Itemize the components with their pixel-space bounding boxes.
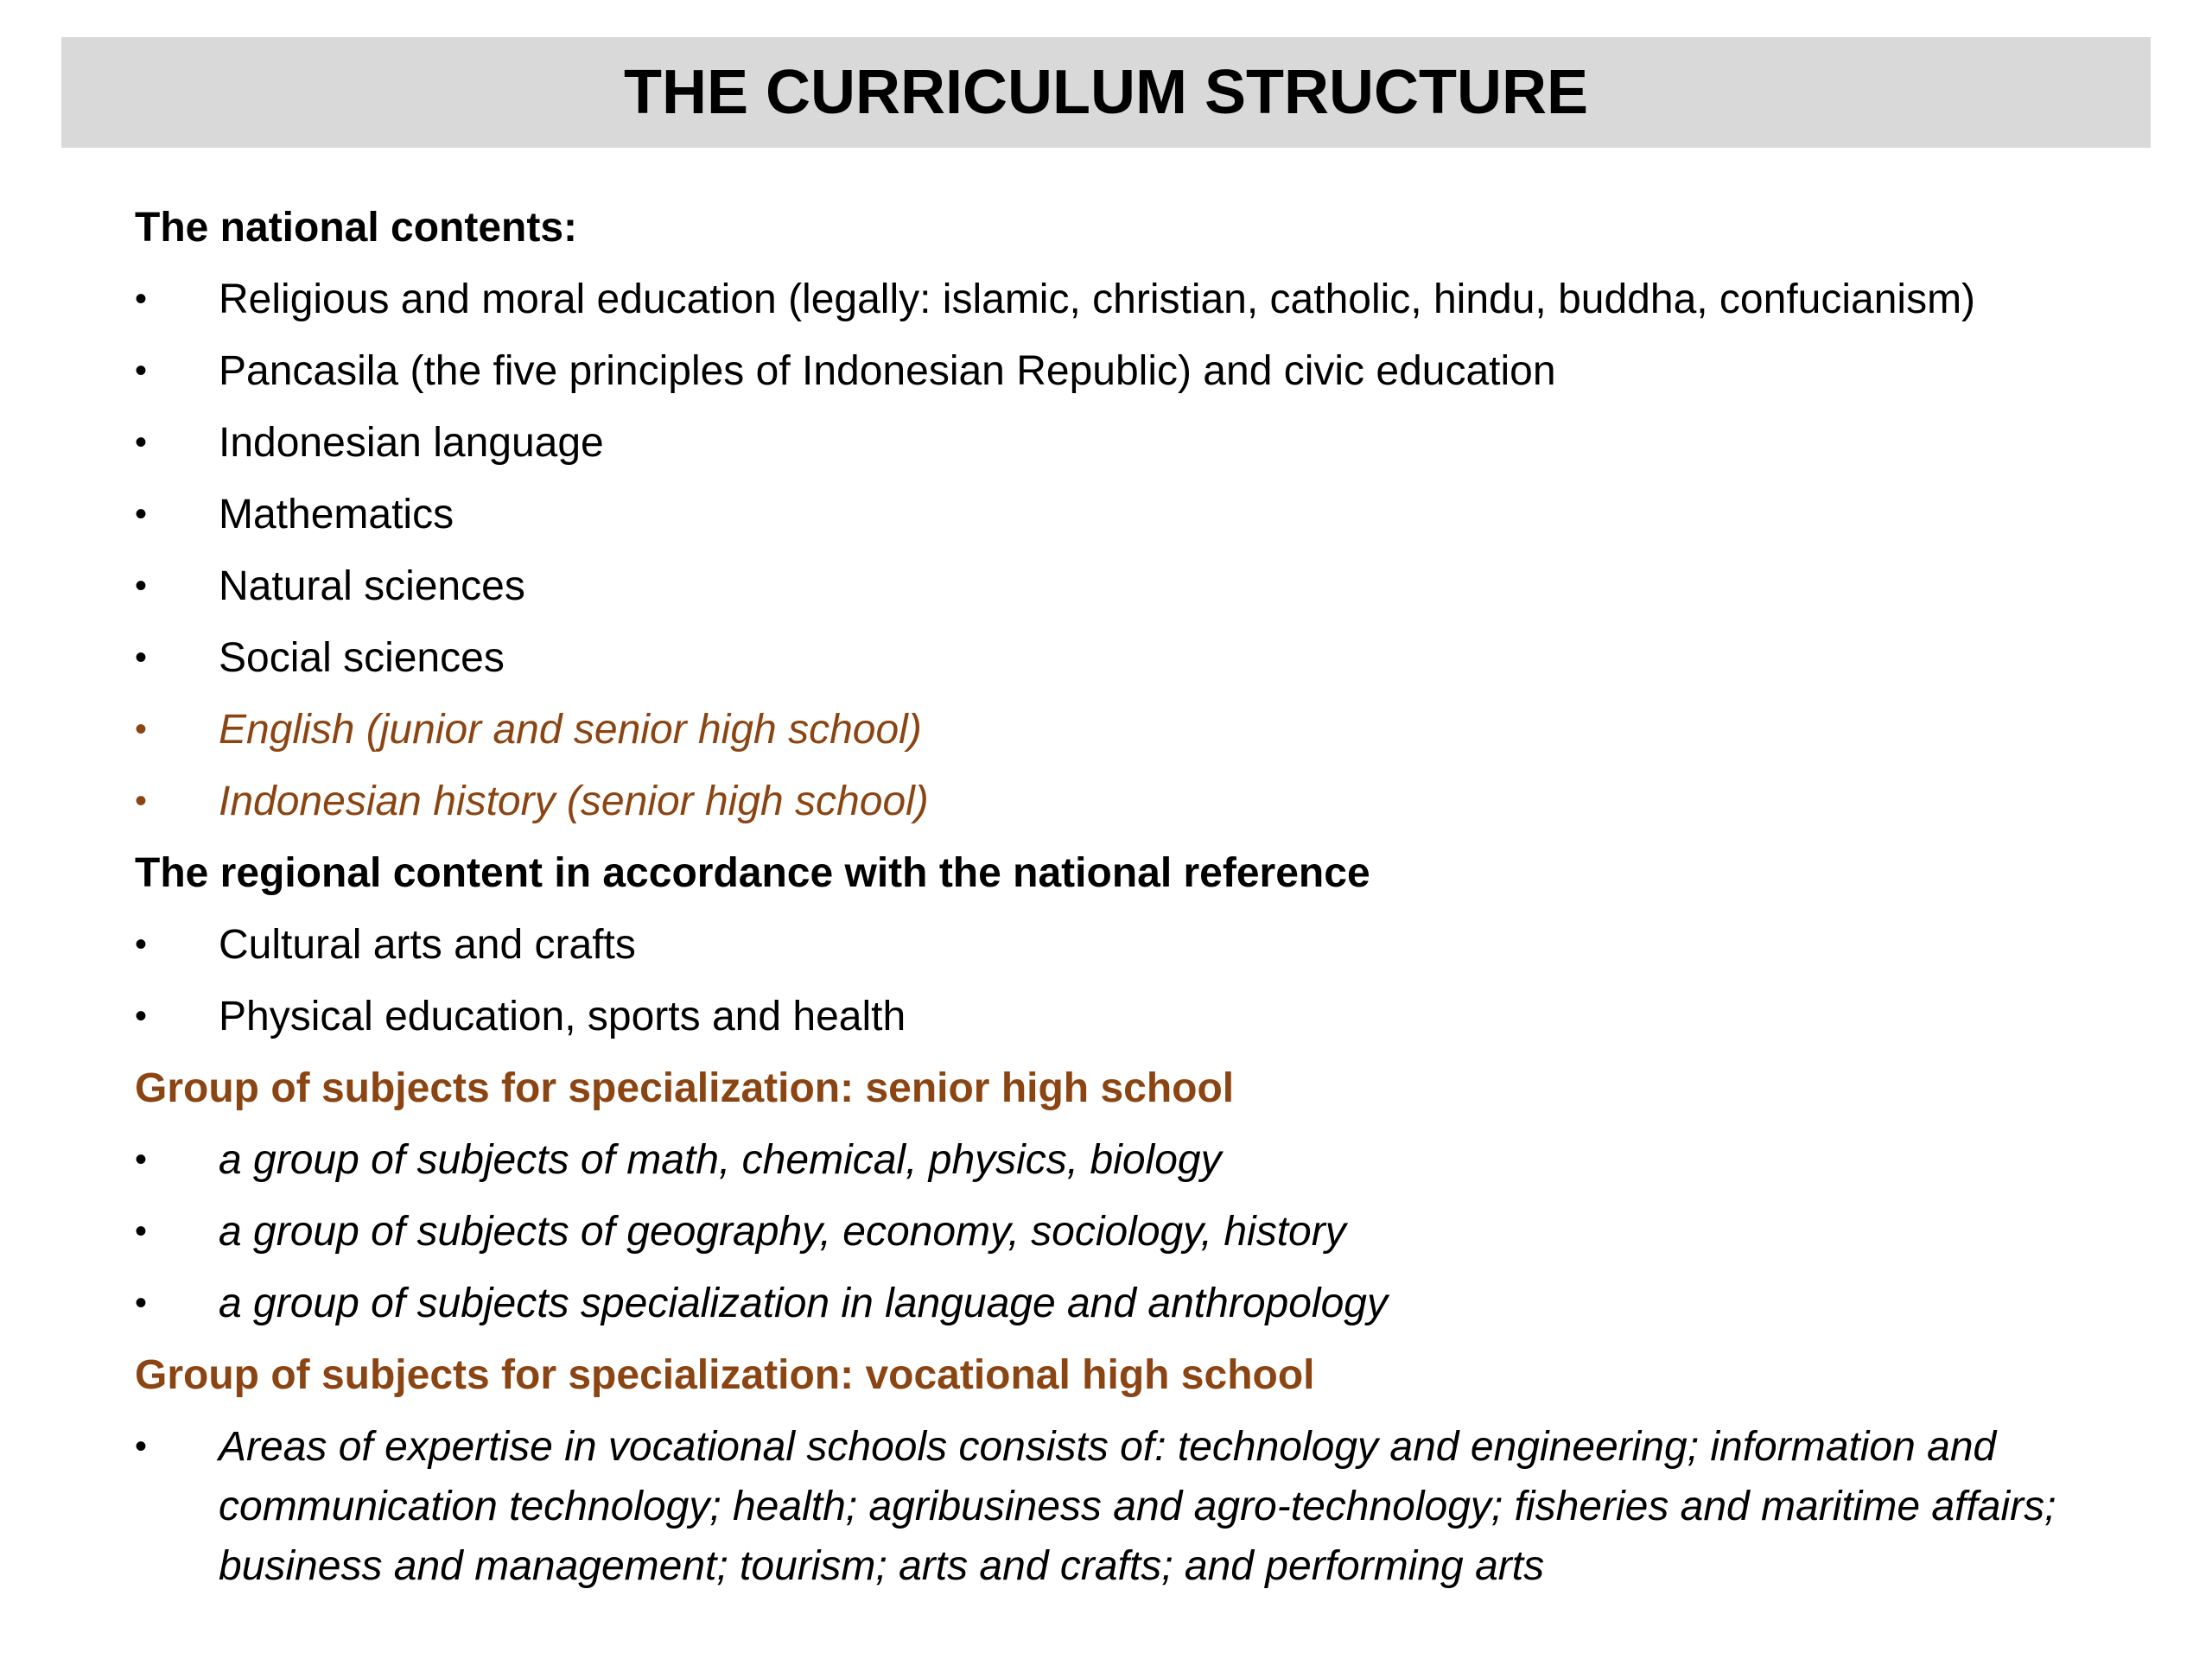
bullet-icon: •	[135, 1212, 148, 1250]
bullet-icon: •	[135, 1141, 148, 1179]
list-item	[135, 335, 2174, 407]
list-item-text: Natural sciences	[219, 563, 525, 609]
bullet-icon: •	[135, 280, 148, 318]
list-item	[135, 407, 2174, 479]
list-item-text: a group of subjects specialization in language and anthropology	[219, 1281, 1388, 1326]
list-item-text: Pancasila (the five principles of Indonesian Republic) and civic education	[219, 348, 1556, 394]
bullet-icon: •	[135, 782, 148, 820]
page-title: THE CURRICULUM STRUCTURE	[624, 58, 1588, 127]
list-item	[135, 909, 2174, 981]
national-contents-heading: The national contents:	[135, 205, 578, 251]
list-item	[135, 479, 2174, 550]
bullet-icon: •	[135, 352, 148, 390]
bullet-icon: •	[135, 423, 148, 461]
list-item-text: Mathematics	[219, 492, 454, 537]
list-item	[135, 981, 2174, 1052]
list-item	[135, 264, 2174, 335]
list-item-text: Religious and moral education (legally: islamic, christian, catholic, hindu, buddha, confucianism)	[219, 276, 1976, 322]
list-item	[135, 1268, 2174, 1339]
list-item-text: English (junior and senior high school)	[219, 707, 922, 753]
list-item-text: Indonesian language	[219, 420, 604, 466]
slide-content	[135, 192, 2174, 1596]
senior-high-heading: Group of subjects for specialization: senior high school	[135, 1065, 1235, 1111]
list-item-accent	[135, 694, 2174, 766]
vocational-heading: Group of subjects for specialization: vocational high school	[135, 1352, 1315, 1398]
bullet-icon: •	[135, 567, 148, 605]
list-item-text: Areas of expertise in vocational schools consists of: technology and engineering; information and communication technology; health; agribusiness and agro-technology; fisheries and maritime affairs; business and management; tourism; arts and crafts; and performing arts	[219, 1424, 2056, 1589]
bullet-icon: •	[135, 495, 148, 533]
bullet-icon: •	[135, 710, 148, 748]
list-item-text: Social sciences	[219, 635, 505, 681]
title-bar	[61, 37, 2151, 148]
list-item-accent	[135, 766, 2174, 837]
list-item-text: a group of subjects of math, chemical, physics, biology	[219, 1137, 1222, 1183]
list-item-text: Physical education, sports and health	[219, 994, 906, 1039]
bullet-icon: •	[135, 925, 148, 963]
bullet-icon: •	[135, 639, 148, 677]
list-item	[135, 1411, 2206, 1596]
bullet-icon: •	[135, 1284, 148, 1322]
list-item-text: a group of subjects of geography, economy, sociology, history	[219, 1209, 1346, 1255]
list-item	[135, 1124, 2174, 1196]
list-item	[135, 1196, 2174, 1268]
list-item-text: Cultural arts and crafts	[219, 922, 636, 968]
bullet-icon: •	[135, 997, 148, 1035]
list-item-text: Indonesian history (senior high school)	[219, 779, 929, 824]
regional-content-heading: The regional content in accordance with the national reference	[135, 850, 1370, 896]
list-item	[135, 550, 2174, 622]
list-item	[135, 622, 2174, 694]
bullet-icon: •	[135, 1427, 148, 1465]
